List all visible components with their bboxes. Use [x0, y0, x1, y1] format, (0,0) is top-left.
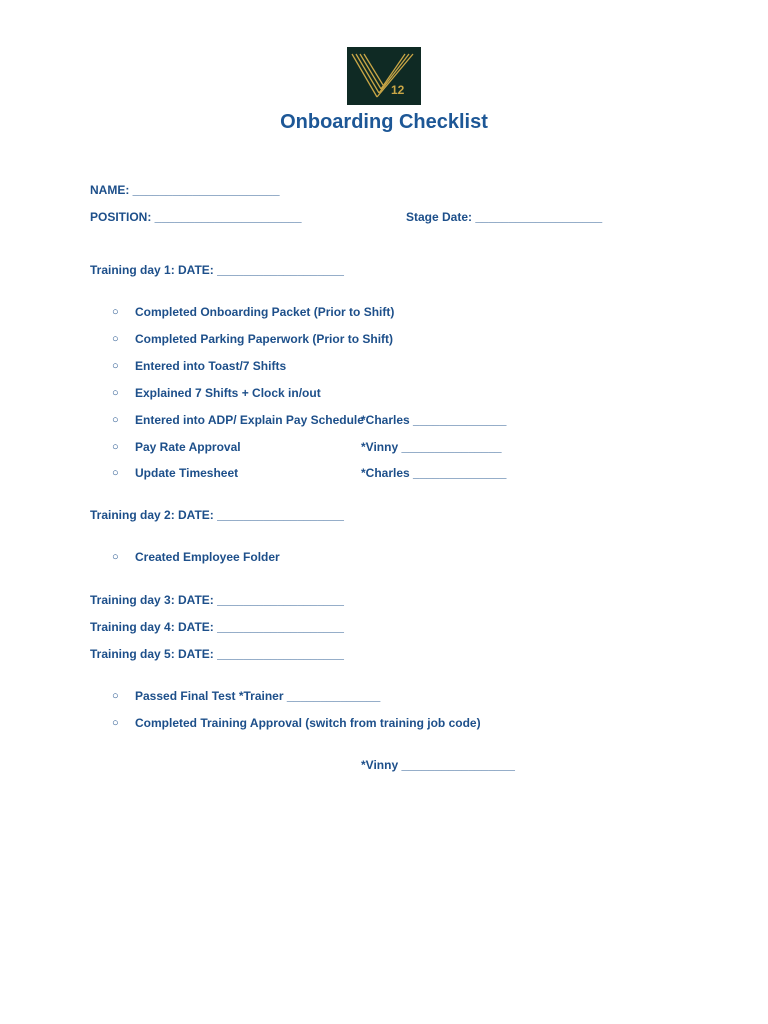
- page-title: Onboarding Checklist: [280, 111, 488, 133]
- svg-text:12: 12: [391, 83, 405, 97]
- bullet-icon: ○: [112, 306, 119, 318]
- name-field: NAME: ______________________: [90, 183, 280, 197]
- checklist-item: Completed Onboarding Packet (Prior to Shift): [135, 305, 395, 319]
- bullet-icon: ○: [112, 387, 119, 399]
- bullet-icon: ○: [112, 717, 119, 729]
- v12-logo-graphic: [347, 47, 421, 105]
- checklist-item: Passed Final Test *Trainer ______________: [135, 689, 381, 703]
- checklist-item: Explained 7 Shifts + Clock in/out: [135, 386, 321, 400]
- stage-date-field: Stage Date: ___________________: [406, 210, 603, 224]
- training-day-4-header: Training day 4: DATE: ___________________: [90, 620, 344, 634]
- checklist-item: Update Timesheet: [135, 466, 239, 480]
- training-day-2-header: Training day 2: DATE: ___________________: [90, 508, 344, 522]
- bullet-icon: ○: [112, 414, 119, 426]
- bullet-icon: ○: [112, 360, 119, 372]
- checklist-item: Pay Rate Approval: [135, 440, 241, 454]
- checklist-item: Completed Parking Paperwork (Prior to Shift): [135, 332, 394, 346]
- final-signature-line: *Vinny _________________: [361, 758, 515, 772]
- position-field: POSITION: ______________________: [90, 210, 302, 224]
- company-logo: [347, 47, 421, 105]
- signature-line: *Vinny _______________: [361, 440, 502, 454]
- checklist-item: Entered into ADP/ Explain Pay Schedule: [135, 413, 364, 427]
- bullet-icon: ○: [112, 690, 119, 702]
- bullet-icon: ○: [112, 441, 119, 453]
- training-day-1-header: Training day 1: DATE: ___________________: [90, 263, 344, 277]
- bullet-icon: ○: [112, 551, 119, 563]
- signature-line: *Charles ______________: [361, 466, 507, 480]
- bullet-icon: ○: [112, 467, 119, 479]
- bullet-icon: ○: [112, 333, 119, 345]
- signature-line: *Charles ______________: [361, 413, 507, 427]
- training-day-5-header: Training day 5: DATE: ___________________: [90, 647, 344, 661]
- checklist-item: Completed Training Approval (switch from training job code): [135, 716, 481, 730]
- checklist-item: Entered into Toast/7 Shifts: [135, 359, 287, 373]
- training-day-3-header: Training day 3: DATE: ___________________: [90, 593, 344, 607]
- checklist-item: Created Employee Folder: [135, 550, 280, 564]
